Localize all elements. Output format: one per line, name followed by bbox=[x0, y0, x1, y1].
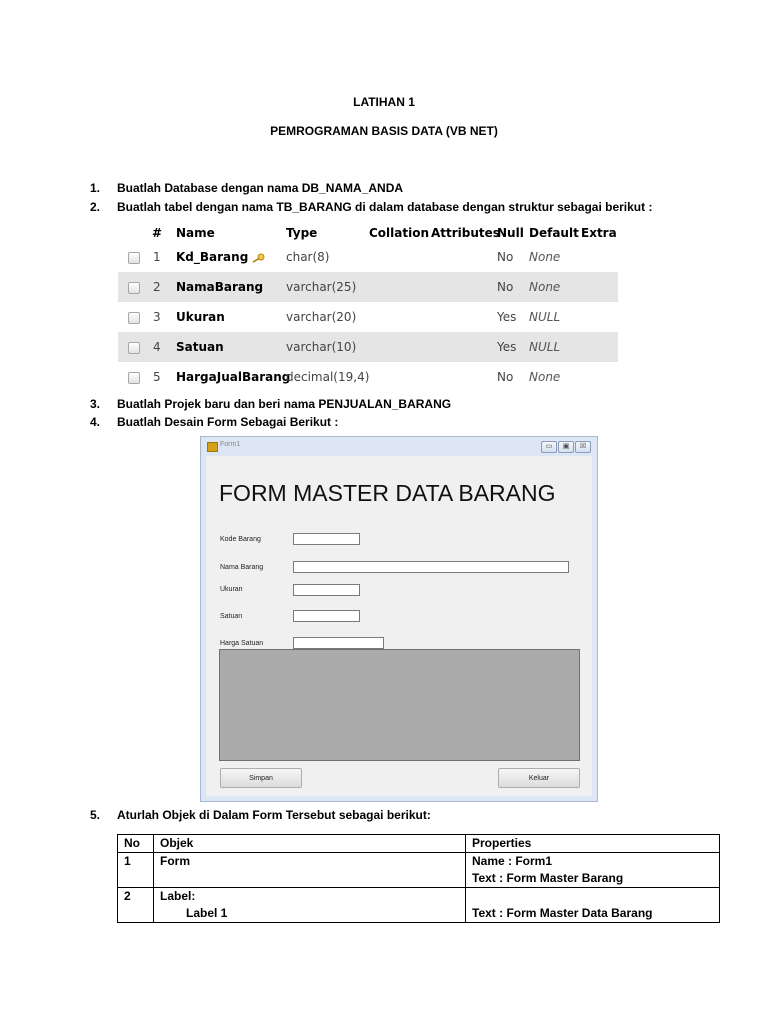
step-1 bbox=[90, 181, 403, 195]
table-row bbox=[118, 242, 618, 272]
row-checkbox[interactable] bbox=[128, 282, 140, 294]
step-4 bbox=[90, 415, 338, 429]
window-titlebar bbox=[201, 437, 597, 455]
col-properties-header: Properties bbox=[466, 835, 720, 853]
table-row bbox=[118, 272, 618, 302]
maximize-icon[interactable]: ▣ bbox=[558, 441, 574, 453]
step-strong: DB_NAMA_ANDA bbox=[301, 181, 404, 195]
document-subtitle: PEMROGRAMAN BASIS DATA (VB NET) bbox=[270, 124, 498, 138]
col-extra-header: Extra bbox=[581, 226, 617, 240]
row-name: NamaBarang bbox=[176, 280, 264, 294]
ukuran-textbox[interactable] bbox=[293, 584, 360, 596]
property-line: Text : Form Master Data Barang bbox=[472, 906, 653, 920]
col-objek-header: Objek bbox=[154, 835, 466, 853]
objek-line: Label: bbox=[160, 889, 196, 903]
step-text: Buatlah Database dengan nama bbox=[117, 181, 302, 195]
table-row bbox=[118, 332, 618, 362]
close-icon[interactable]: ☒ bbox=[575, 441, 591, 453]
row-default: None bbox=[529, 370, 561, 384]
form-designer-window bbox=[200, 436, 598, 802]
nama-barang-textbox[interactable] bbox=[293, 561, 569, 573]
step-strong: PENJUALAN_BARANG bbox=[318, 397, 452, 411]
row-properties bbox=[466, 888, 720, 923]
step-strong: TB_BARANG bbox=[276, 200, 352, 214]
col-attributes-header: Attributes bbox=[431, 226, 500, 240]
key-icon bbox=[251, 253, 265, 263]
row-default: None bbox=[529, 250, 561, 264]
step-text: Aturlah Objek di Dalam Form Tersebut sebagai berikut: bbox=[117, 808, 431, 822]
row-default: NULL bbox=[529, 340, 561, 354]
property-line: Text : Form Master Barang bbox=[472, 871, 624, 885]
form-icon bbox=[207, 442, 218, 452]
harga-satuan-textbox[interactable] bbox=[293, 637, 384, 649]
step-number: 1. bbox=[90, 181, 101, 195]
row-num: 3 bbox=[153, 310, 161, 324]
row-objek bbox=[154, 888, 466, 923]
col-no-header: No bbox=[118, 835, 154, 853]
table-row bbox=[118, 302, 618, 332]
row-null: No bbox=[497, 250, 514, 264]
row-checkbox[interactable] bbox=[128, 312, 140, 324]
keluar-button[interactable]: Keluar bbox=[498, 768, 580, 788]
row-name: Satuan bbox=[176, 340, 224, 354]
properties-header-row bbox=[118, 835, 720, 853]
table-row bbox=[118, 362, 618, 392]
row-type: varchar(20) bbox=[286, 310, 357, 324]
row-num: 5 bbox=[153, 370, 161, 384]
objek-sub-text: Label 1 bbox=[186, 906, 228, 920]
row-name: HargaJualBarang bbox=[176, 370, 291, 384]
harga-satuan-label: Harga Satuan bbox=[220, 640, 264, 647]
form-heading-label: FORM MASTER DATA BARANG bbox=[219, 480, 556, 506]
step-5 bbox=[90, 808, 431, 822]
table-row bbox=[118, 888, 720, 923]
table-row bbox=[118, 853, 720, 888]
window-title: Form1 bbox=[220, 441, 241, 448]
col-default-header: Default bbox=[529, 226, 579, 240]
step-3 bbox=[90, 397, 451, 411]
step-text: Buatlah Desain Form Sebagai Berikut : bbox=[117, 415, 339, 429]
step-number: 5. bbox=[90, 808, 101, 822]
col-name-header: Name bbox=[176, 226, 215, 240]
row-default: NULL bbox=[529, 310, 561, 324]
row-checkbox[interactable] bbox=[128, 252, 140, 264]
step-text: Buatlah Projek baru dan beri nama bbox=[117, 397, 319, 411]
row-null: Yes bbox=[497, 310, 517, 324]
property-line bbox=[472, 888, 713, 905]
row-null: No bbox=[497, 280, 514, 294]
ukuran-label: Ukuran bbox=[220, 586, 243, 593]
row-type: varchar(25) bbox=[286, 280, 357, 294]
col-null-header: Null bbox=[497, 226, 524, 240]
objek-sub-line bbox=[160, 905, 459, 922]
step-text: di dalam database dengan struktur sebagai berikut : bbox=[351, 200, 653, 214]
row-no: 1 bbox=[118, 853, 154, 888]
row-null: No bbox=[497, 370, 514, 384]
row-properties bbox=[466, 853, 720, 888]
row-name: Ukuran bbox=[176, 310, 225, 324]
step-number: 4. bbox=[90, 415, 101, 429]
row-objek: Form bbox=[154, 853, 466, 888]
db-structure-table bbox=[118, 224, 618, 392]
satuan-textbox[interactable] bbox=[293, 610, 360, 622]
col-type-header: Type bbox=[286, 226, 318, 240]
row-type: varchar(10) bbox=[286, 340, 357, 354]
document-title: LATIHAN 1 bbox=[353, 95, 415, 109]
row-default: None bbox=[529, 280, 561, 294]
kode-barang-label: Kode Barang bbox=[220, 536, 261, 543]
row-num: 4 bbox=[153, 340, 161, 354]
step-number: 2. bbox=[90, 200, 101, 214]
form-client-area bbox=[206, 456, 592, 796]
row-type: decimal(19,4) bbox=[286, 370, 370, 384]
row-name bbox=[176, 242, 265, 272]
kode-barang-textbox[interactable] bbox=[293, 533, 360, 545]
step-text: Buatlah tabel dengan nama bbox=[117, 200, 277, 214]
row-type: char(8) bbox=[286, 250, 330, 264]
minimize-icon[interactable]: ▭ bbox=[541, 441, 557, 453]
db-table-header bbox=[118, 224, 618, 242]
col-num-header: # bbox=[152, 226, 163, 240]
row-no: 2 bbox=[118, 888, 154, 923]
row-num: 2 bbox=[153, 280, 161, 294]
data-grid-view[interactable] bbox=[219, 649, 580, 761]
row-name-text: Kd_Barang bbox=[176, 250, 249, 264]
step-number: 3. bbox=[90, 397, 101, 411]
nama-barang-label: Nama Barang bbox=[220, 564, 264, 571]
row-checkbox[interactable] bbox=[128, 342, 140, 354]
step-2 bbox=[90, 200, 652, 214]
simpan-button[interactable]: Simpan bbox=[220, 768, 302, 788]
property-line: Name : Form1 bbox=[472, 854, 553, 868]
row-num: 1 bbox=[153, 250, 161, 264]
satuan-label: Satuan bbox=[220, 613, 243, 620]
row-checkbox[interactable] bbox=[128, 372, 140, 384]
col-collation-header: Collation bbox=[369, 226, 430, 240]
row-null: Yes bbox=[497, 340, 517, 354]
properties-table bbox=[117, 834, 720, 923]
